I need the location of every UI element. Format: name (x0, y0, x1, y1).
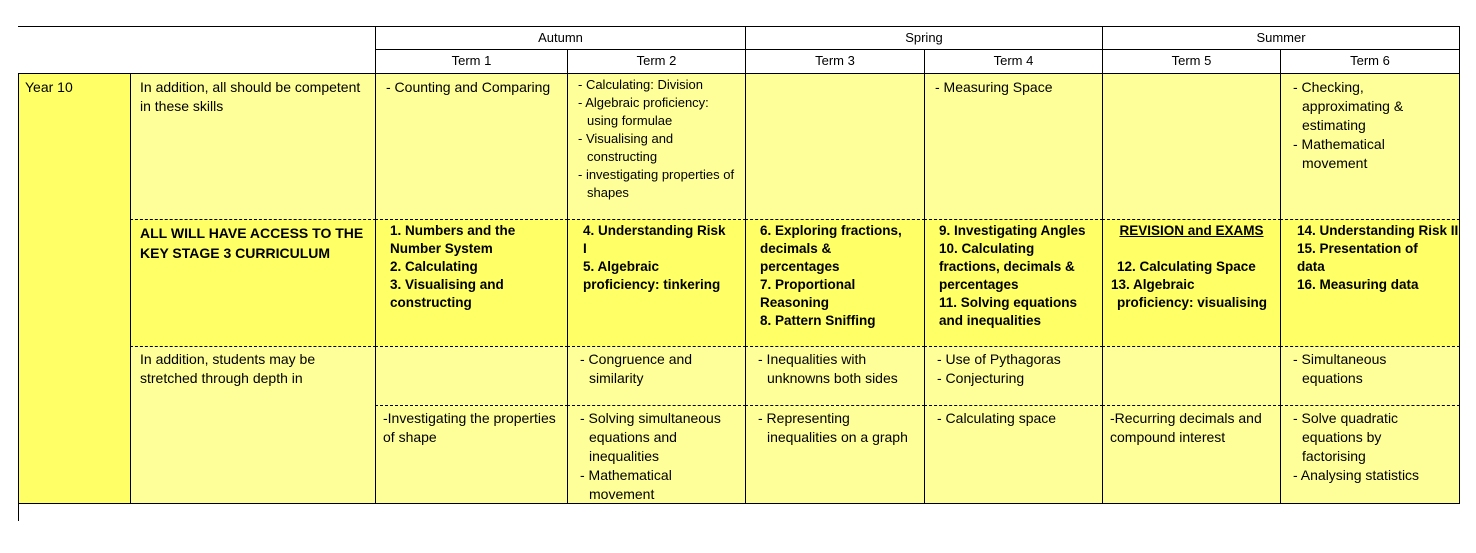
year-label-cell (18, 73, 131, 504)
list-item: - Simultaneous equations (1293, 351, 1387, 386)
season-summer: Summer (1102, 26, 1460, 50)
stretched-b-term-6 (1280, 405, 1460, 504)
curriculum-label-cell (130, 219, 376, 347)
stretched-b-term-2 (567, 405, 746, 504)
season-spring: Spring (745, 26, 1103, 50)
list-item: -Investigating the properties of shape (383, 410, 556, 445)
stretched-b-term-4 (924, 405, 1103, 504)
list-item: -Recurring decimals and compound interest (1110, 410, 1262, 445)
competent-term-2 (567, 73, 746, 220)
list-item: - Calculating: Division (578, 77, 703, 92)
list-item: 1. Numbers and the Number System (390, 223, 516, 256)
list-item: - Measuring Space (935, 79, 1053, 95)
competent-term-6 (1280, 73, 1460, 220)
list-item: - Counting and Comparing (386, 79, 551, 95)
list-item: 12. Calculating Space (1117, 259, 1256, 274)
list-item: - Solving simultaneous equations and inequalities (580, 410, 721, 464)
competent-label-cell (130, 73, 376, 220)
blank-header-cell (18, 26, 376, 74)
list-item: - Congruence and similarity (580, 351, 693, 386)
list-item: 6. Exploring fractions, decimals & percentages (760, 223, 902, 274)
list-item: 16. Measuring data (1297, 277, 1419, 292)
term-3-header: Term 3 (745, 49, 925, 74)
list-item: - Visualising and constructing (578, 131, 674, 164)
list-item: 13. Algebraic proficiency: visualising (1111, 277, 1268, 310)
list-item: 7. Proportional Reasoning (760, 277, 856, 310)
stretched-a-term-1 (375, 346, 568, 406)
list-item: - Checking, approximating & estimating (1293, 79, 1404, 133)
stretched-a-term-6 (1280, 346, 1460, 406)
curriculum-term-3 (745, 219, 925, 347)
stretched-label: In addition, students may be stretched through depth in (140, 351, 316, 386)
list-item: - Inequalities with unknowns both sides (758, 351, 898, 386)
stretched-b-term-3 (745, 405, 925, 504)
term-4-header: Term 4 (924, 49, 1103, 74)
list-item: - Mathematical movement (580, 467, 672, 502)
list-item: - Solve quadratic equations by factorising (1293, 410, 1399, 464)
spacer (1111, 240, 1272, 258)
competent-label: In addition, all should be competent in these skills (140, 79, 361, 114)
stretched-a-term-3 (745, 346, 925, 406)
list-item: - Conjecturing (937, 370, 1025, 386)
list-item: 11. Solving equations and inequalities (939, 295, 1078, 328)
curriculum-term-1 (375, 219, 568, 347)
list-item: 5. Algebraic proficiency: tinkering (583, 259, 721, 292)
curriculum-label: ALL WILL HAVE ACCESS TO THE KEY STAGE 3 CURRICULUM (140, 225, 364, 261)
term-2-header: Term 2 (567, 49, 746, 74)
stretched-label-cell (130, 346, 376, 504)
list-item: - Algebraic proficiency: using formulae (578, 95, 709, 128)
term-5-header: Term 5 (1102, 49, 1281, 74)
curriculum-term-2 (567, 219, 746, 347)
list-item: 3. Visualising and constructing (390, 277, 504, 310)
term-6-header: Term 6 (1280, 49, 1460, 74)
list-item: 9. Investigating Angles (939, 223, 1086, 238)
list-item: 4. Understanding Risk I (583, 223, 726, 256)
term-1-header: Term 1 (375, 49, 568, 74)
competent-term-4 (924, 73, 1103, 220)
stretched-a-term-2 (567, 346, 746, 406)
list-item: - Mathematical movement (1293, 136, 1385, 171)
competent-term-1 (375, 73, 568, 220)
list-item: 10. Calculating fractions, decimals & percentages (939, 241, 1075, 292)
list-item: - Representing inequalities on a graph (758, 410, 908, 445)
season-autumn: Autumn (375, 26, 746, 50)
left-border-extension (18, 503, 19, 521)
list-item: 14. Understanding Risk II (1297, 223, 1459, 238)
curriculum-term-6 (1280, 219, 1460, 347)
competent-term-5 (1102, 73, 1281, 220)
curriculum-term-4 (924, 219, 1103, 347)
stretched-b-term-5 (1102, 405, 1281, 504)
list-item: - Analysing statistics (1293, 467, 1420, 483)
curriculum-term-5 (1102, 219, 1281, 347)
revision-heading: REVISION and EXAMS (1119, 223, 1264, 238)
list-item: - investigating properties of shapes (578, 167, 735, 200)
list-item: 8. Pattern Sniffing (760, 313, 876, 328)
stretched-a-term-5 (1102, 346, 1281, 406)
list-item: - Use of Pythagoras (937, 351, 1061, 367)
stretched-b-term-1 (375, 405, 568, 504)
stretched-a-term-4 (924, 346, 1103, 406)
list-item: 2. Calculating (390, 259, 478, 274)
list-item: - Calculating space (937, 410, 1057, 426)
competent-term-3 (745, 73, 925, 220)
year-label: Year 10 (25, 79, 73, 95)
list-item: 15. Presentation of data (1297, 241, 1418, 274)
